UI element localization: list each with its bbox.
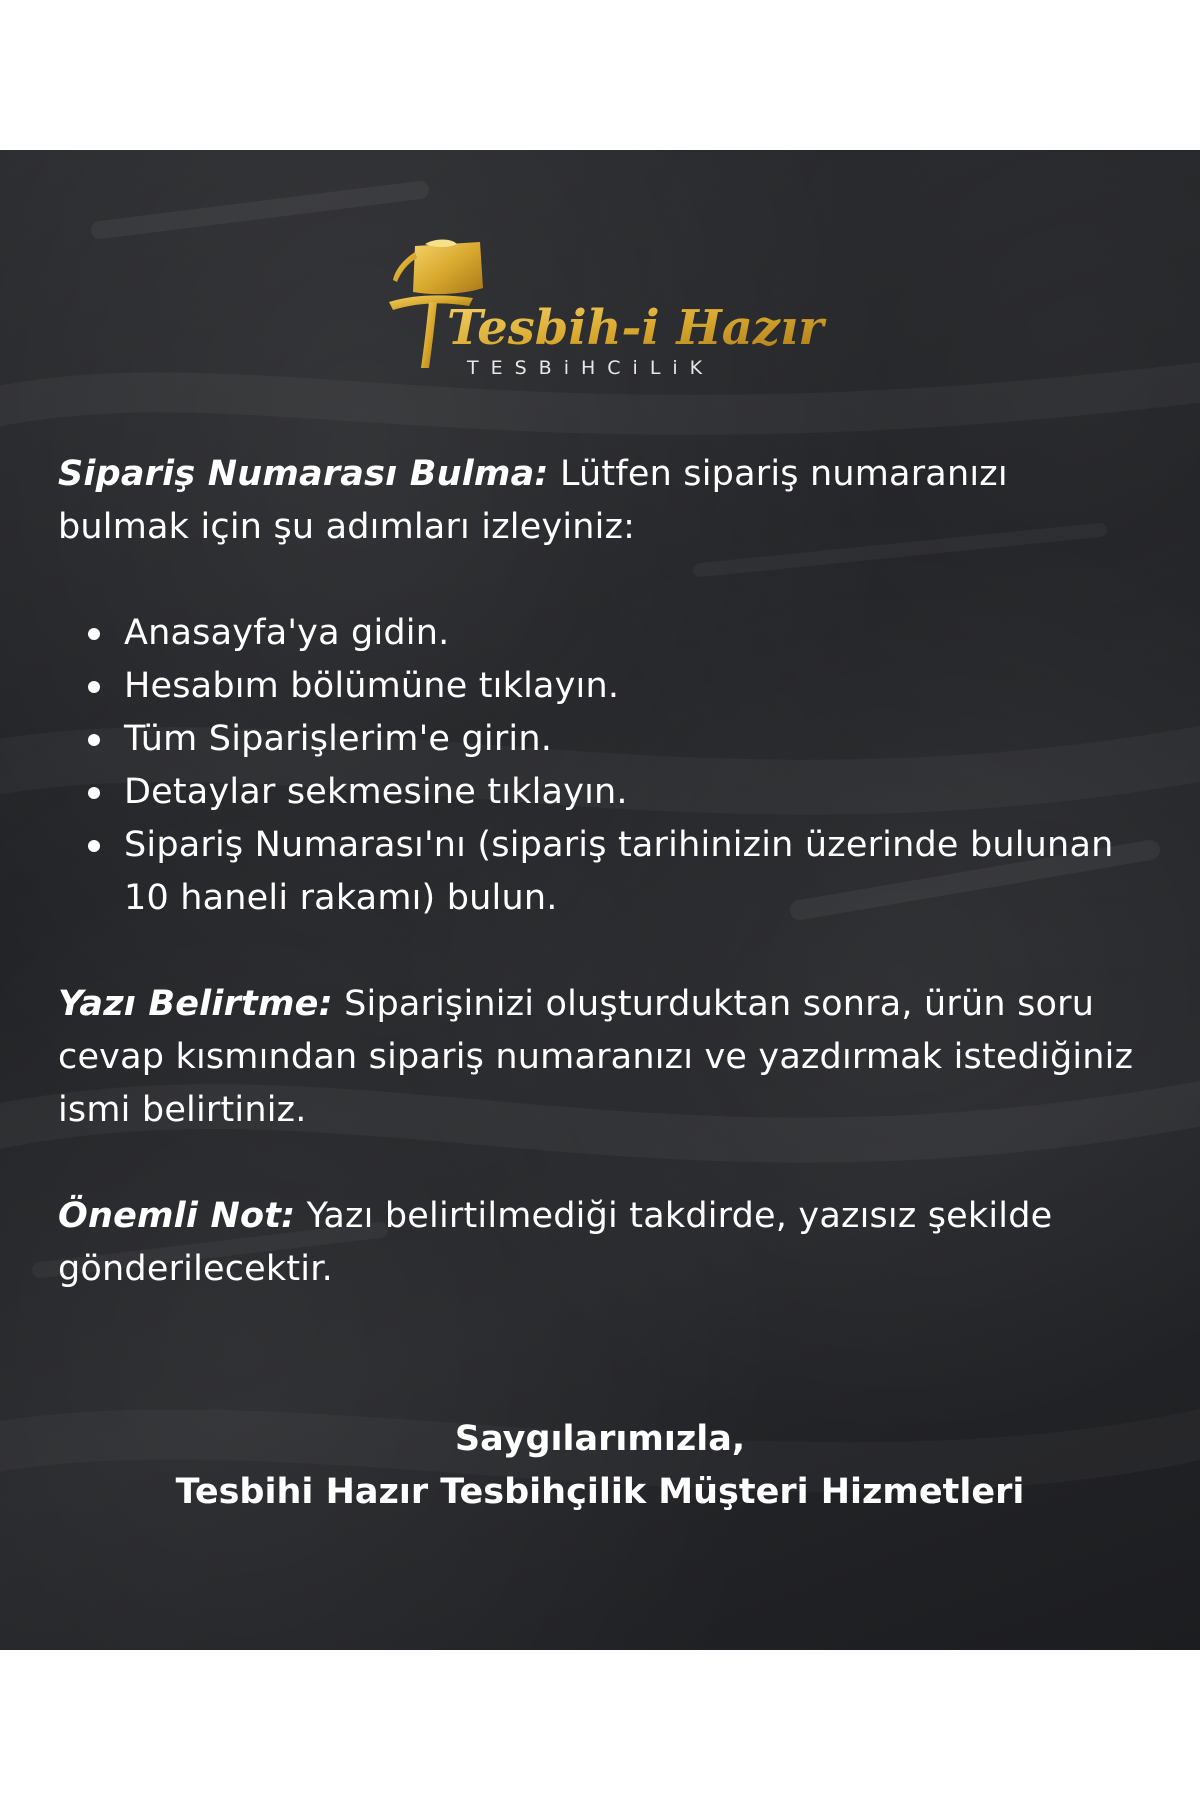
section-order-number-title: Sipariş Numarası Bulma: — [58, 454, 549, 494]
bullet-icon — [88, 734, 100, 746]
step-text: Anasayfa'ya gidin. — [124, 613, 450, 653]
step-text: Detaylar sekmesine tıklayın. — [124, 772, 628, 812]
section-important-note-text: Yazı belirtilmediği takdirde, yazısız şekilde gönderilecektir. — [58, 1196, 1053, 1289]
steps-list — [58, 607, 1148, 925]
step-text: Hesabım bölümüne tıklayın. — [124, 666, 620, 706]
section-text-request-text: Siparişinizi oluşturduktan sonra, ürün soru cevap kısmından sipariş numaranızı ve yazdırmak istediğiniz ismi belirtiniz. — [58, 984, 1134, 1130]
section-text-request-title: Yazı Belirtme: — [58, 984, 333, 1024]
list-item — [58, 766, 1148, 819]
list-item — [58, 607, 1148, 660]
closing-signature — [0, 1413, 1200, 1519]
bullet-icon — [88, 628, 100, 640]
chalkboard-background — [0, 150, 1200, 1650]
list-item — [58, 819, 1148, 925]
bullet-icon — [88, 681, 100, 693]
logo-tagline: TESBiHCiLiK — [467, 357, 715, 379]
section-important-note — [58, 1190, 1148, 1296]
logo-name: Tesbih-i Hazır — [447, 300, 824, 356]
list-item — [58, 713, 1148, 766]
closing-team: Tesbihi Hazır Tesbihçilik Müşteri Hizmetleri — [175, 1472, 1025, 1512]
section-order-number-text: Lütfen sipariş numaranızı bulmak için şu adımları izleyiniz: — [58, 454, 1008, 547]
section-important-note-title: Önemli Not: — [58, 1196, 296, 1236]
step-text: Sipariş Numarası'nı (sipariş tarihinizin üzerinde bulunan 10 haneli rakamı) bulun. — [124, 825, 1114, 918]
spacer — [58, 1137, 1148, 1190]
fez-hat-icon — [393, 240, 483, 295]
step-text: Tüm Siparişlerim'e girin. — [124, 719, 553, 759]
bullet-icon — [88, 840, 100, 852]
brand-logo — [385, 240, 824, 380]
instructions — [58, 448, 1148, 1296]
section-order-number — [58, 448, 1148, 554]
bullet-icon — [88, 787, 100, 799]
list-item — [58, 660, 1148, 713]
closing-greeting: Saygılarımızla, — [454, 1419, 746, 1459]
section-text-request — [58, 978, 1148, 1137]
